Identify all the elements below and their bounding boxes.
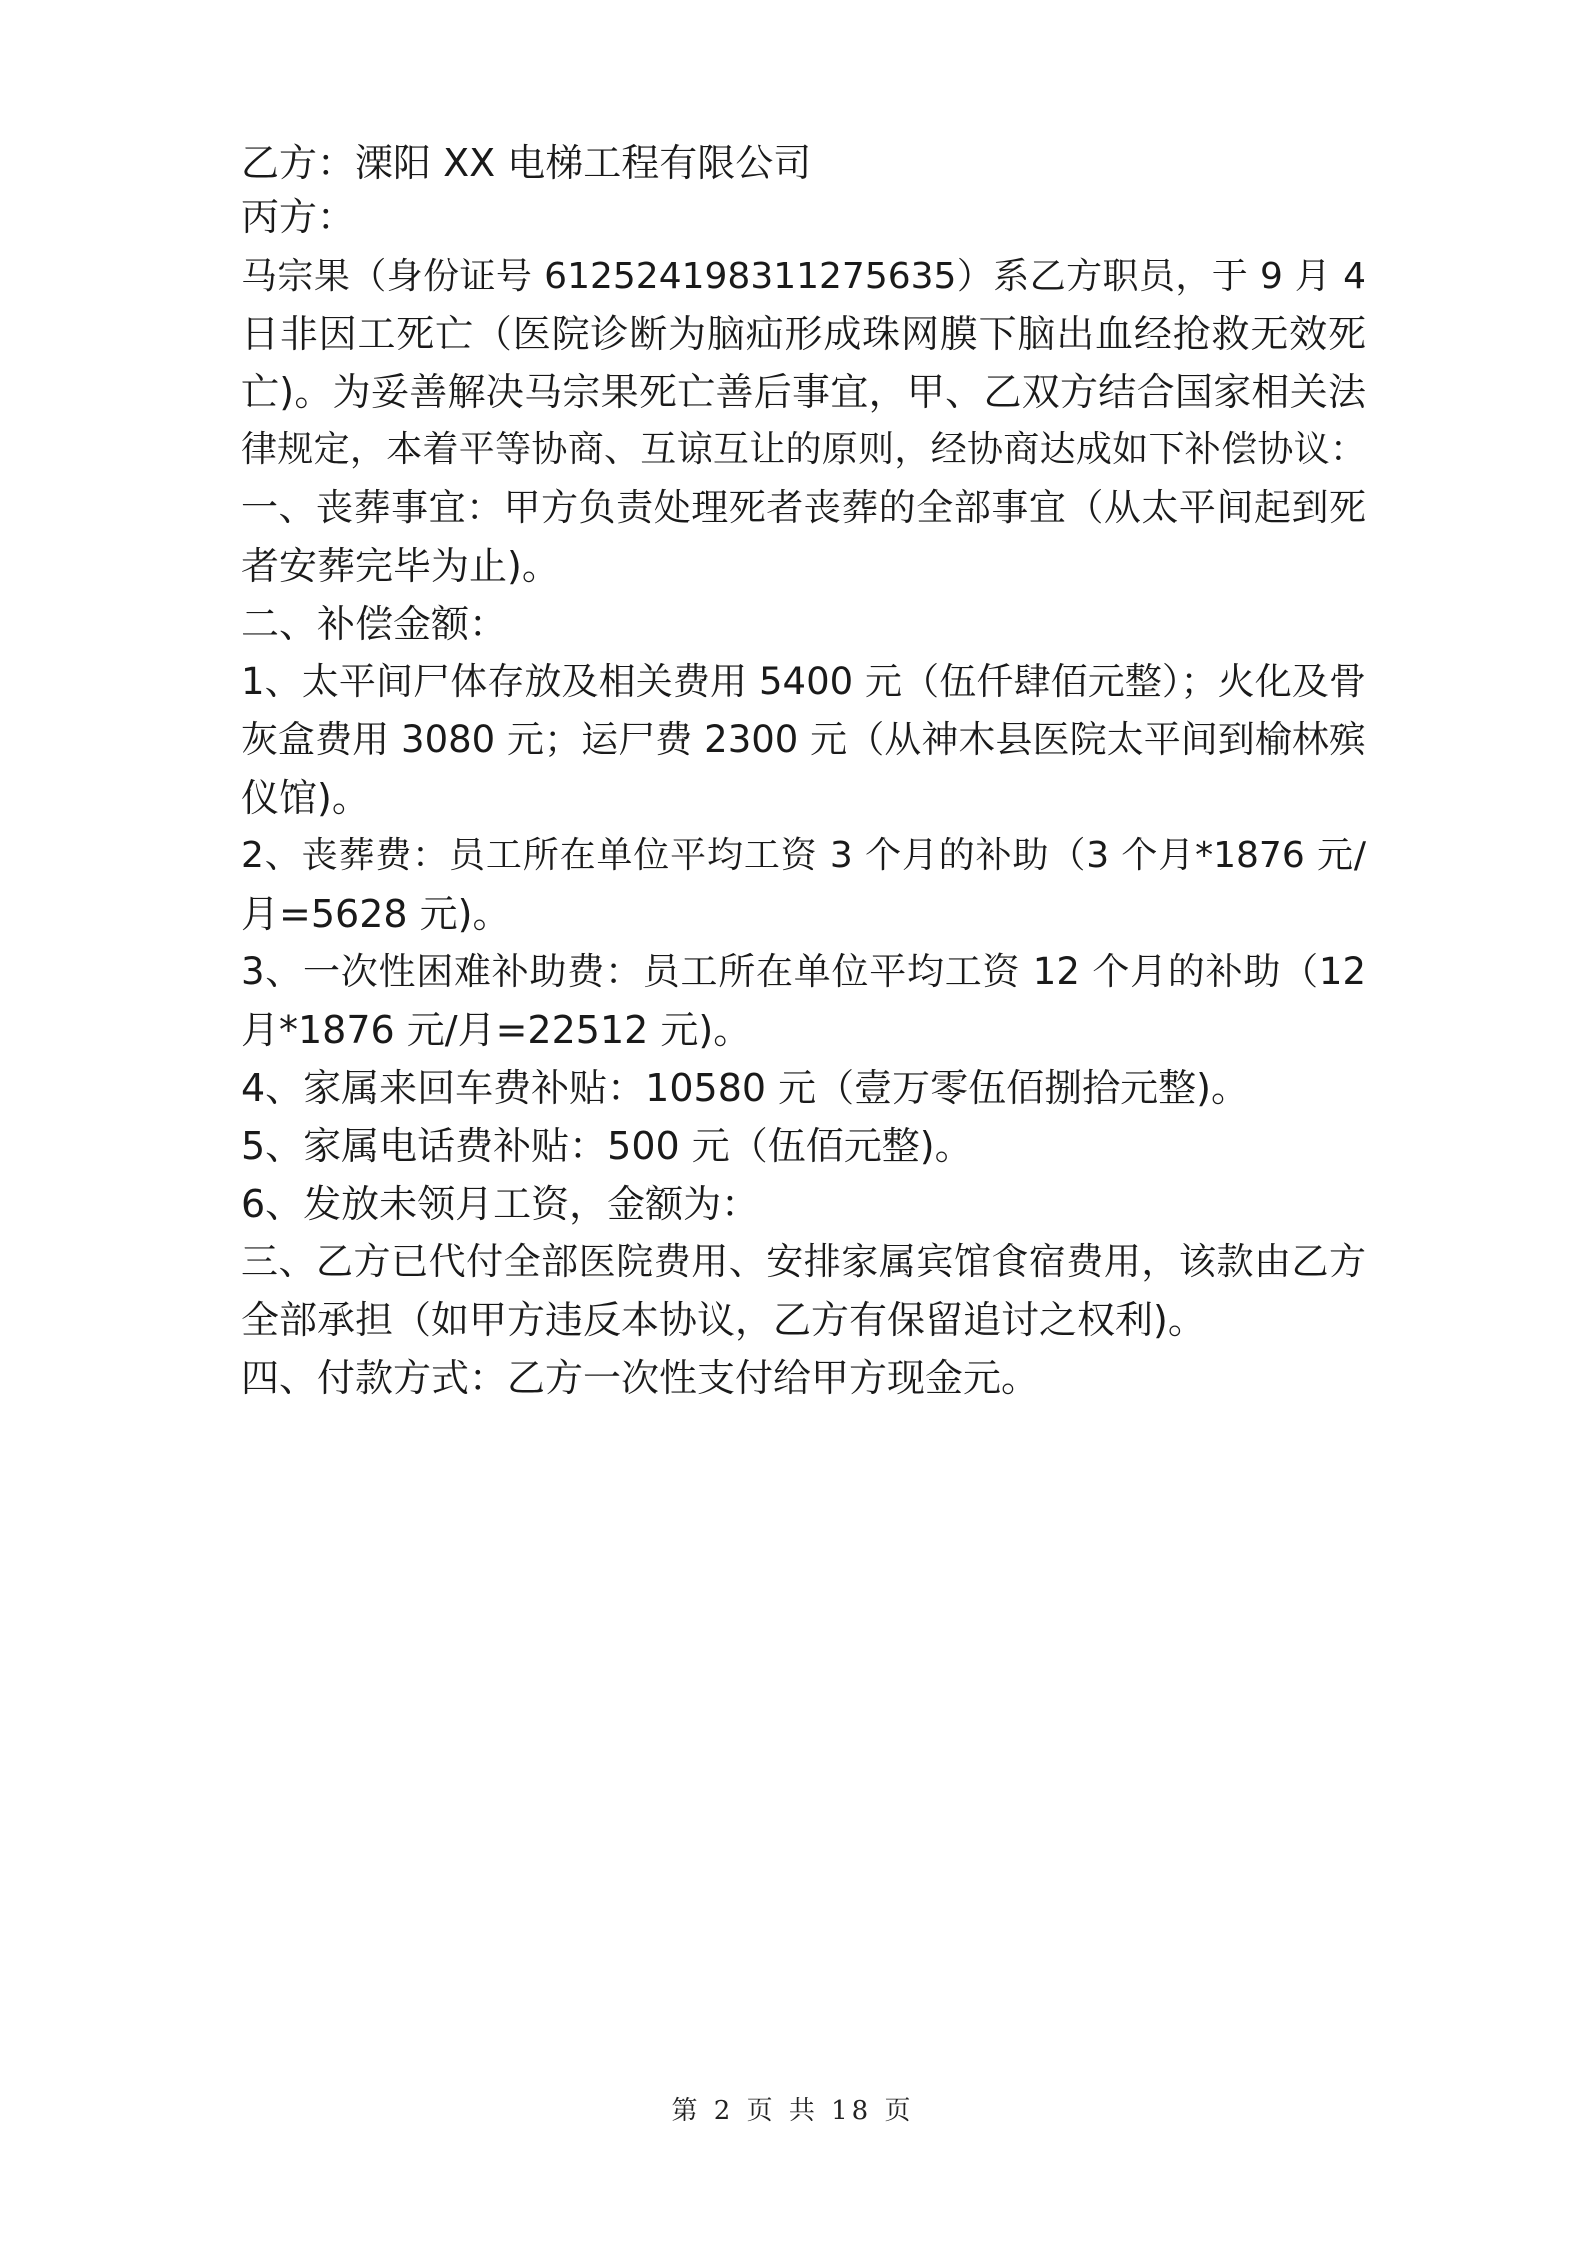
- page-number-footer: 第 2 页 共 18 页: [671, 2096, 915, 2126]
- item-5-line: 5、家属电话费补贴：500 元（伍佰元整)。: [241, 1124, 973, 1168]
- item-6-line: 6、发放未领月工资，金额为：: [241, 1182, 760, 1226]
- item-2-line: 2、丧葬费：员工所在单位平均工资 3 个月的补助（3 个月*1876 元/: [241, 835, 1366, 876]
- item-3-line: 3、一次性困难补助费：员工所在单位平均工资 12 个月的补助（12: [241, 950, 1366, 993]
- section-2-heading: 二、补偿金额：: [241, 602, 508, 646]
- party-c-line: 丙方：: [241, 195, 356, 239]
- party-b-line: 乙方：溧阳 XX 电梯工程有限公司: [241, 141, 812, 185]
- paragraph-line: 者安葬完毕为止)。: [241, 544, 560, 588]
- section-3-heading: 三、乙方已代付全部医院费用、安排家属宾馆食宿费用，该款由乙方: [241, 1240, 1366, 1283]
- section-1-heading: 一、丧葬事宜：甲方负责处理死者丧葬的全部事宜（从太平间起到死: [241, 486, 1366, 529]
- paragraph-line: 律规定，本着平等协商、互谅互让的原则，经协商达成如下补偿协议：: [241, 429, 1366, 470]
- paragraph-line: 月*1876 元/月=22512 元)。: [241, 1008, 752, 1052]
- paragraph-line: 灰盒费用 3080 元；运尸费 2300 元（从神木县医院太平间到榆林殡: [241, 718, 1366, 761]
- section-4-heading: 四、付款方式：乙方一次性支付给甲方现金元。: [241, 1356, 1040, 1400]
- paragraph-line: 马宗果（身份证号 612524198311275635）系乙方职员，于 9 月 4: [241, 256, 1366, 297]
- paragraph-line: 日非因工死亡（医院诊断为脑疝形成珠网膜下脑出血经抢救无效死: [241, 312, 1366, 356]
- item-1-line: 1、太平间尸体存放及相关费用 5400 元（伍仟肆佰元整）；火化及骨: [241, 660, 1366, 703]
- paragraph-line: 月=5628 元)。: [241, 892, 511, 936]
- paragraph-line: 亡)。为妥善解决马宗果死亡善后事宜，甲、乙双方结合国家相关法: [241, 370, 1366, 414]
- paragraph-line: 仪馆)。: [241, 776, 370, 820]
- item-4-line: 4、家属来回车费补贴：10580 元（壹万零伍佰捌拾元整)。: [241, 1066, 1249, 1110]
- paragraph-line: 全部承担（如甲方违反本协议，乙方有保留追讨之权利)。: [241, 1298, 1206, 1342]
